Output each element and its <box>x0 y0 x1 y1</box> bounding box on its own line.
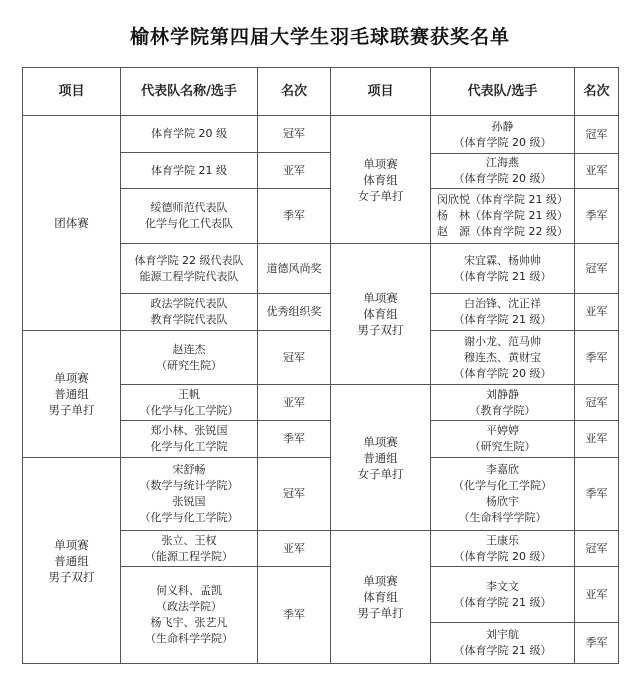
table-row <box>331 531 619 567</box>
team-cell: 何义科、孟凯 （政法学院） 杨飞宇、张艺凡 （生命科学学院） <box>121 567 258 664</box>
rank-cell: 亚军 <box>575 421 619 458</box>
header-team: 代表队/选手 <box>431 68 575 116</box>
header-team: 代表队名称/选手 <box>121 68 258 116</box>
team-cell: 政法学院代表队 教育学院代表队 <box>121 294 258 331</box>
rank-cell: 亚军 <box>258 385 331 421</box>
table-row <box>331 385 619 421</box>
rank-cell: 季军 <box>258 421 331 458</box>
rank-cell: 亚军 <box>575 294 619 331</box>
team-cell: 体育学院 20 级 <box>121 116 258 153</box>
header-rank: 名次 <box>575 68 619 116</box>
team-cell: 赵连杰 （研究生院） <box>121 331 258 385</box>
rank-cell: 季军 <box>575 331 619 385</box>
rank-cell: 季军 <box>575 623 619 664</box>
rank-cell: 亚军 <box>258 153 331 189</box>
rank-cell: 冠军 <box>575 531 619 567</box>
header-row <box>331 68 619 116</box>
header-event: 项目 <box>23 68 121 116</box>
team-cell: 李嘉欣 （化学与化工学院） 杨欣宇 （生命科学学院） <box>431 458 575 531</box>
team-cell: 郑小林、张锐国 化学与化工学院 <box>121 421 258 458</box>
table-row <box>23 458 331 531</box>
rank-cell: 道德风尚奖 <box>258 244 331 294</box>
awards-table-left <box>22 67 331 664</box>
rank-cell: 季军 <box>575 189 619 244</box>
team-cell: 闵欣悦（体育学院 21 级） 杨 林（体育学院 21 级） 赵 源（体育学院 22 级） <box>431 189 575 244</box>
table-row <box>23 116 331 153</box>
document-title: 榆林学院第四届大学生羽毛球联赛获奖名单 <box>129 26 510 48</box>
awards-table-right <box>330 67 619 664</box>
rank-cell: 冠军 <box>575 244 619 294</box>
team-cell: 体育学院 22 级代表队 能源工程学院代表队 <box>121 244 258 294</box>
team-cell: 刘静静 （教育学院） <box>431 385 575 421</box>
table-row <box>23 331 331 385</box>
team-cell: 谢小龙、范马帅 穆连杰、黄财宝 （体育学院 20 级） <box>431 331 575 385</box>
rank-cell: 季军 <box>575 458 619 531</box>
team-cell: 王帆 （化学与化工学院） <box>121 385 258 421</box>
team-cell: 宋舒畅 （数学与统计学院） 张锐国 （化学与化工学院） <box>121 458 258 531</box>
rank-cell: 亚军 <box>575 567 619 623</box>
rank-cell: 冠军 <box>258 116 331 153</box>
table-row <box>331 116 619 154</box>
team-cell: 张立、王权 （能源工程学院） <box>121 531 258 567</box>
event-cell: 团体赛 <box>23 116 121 331</box>
team-cell: 刘宇航 （体育学院 21 级） <box>431 623 575 664</box>
rank-cell: 冠军 <box>258 331 331 385</box>
rank-cell: 亚军 <box>258 531 331 567</box>
event-cell: 单项赛 体育组 男子单打 <box>331 531 431 664</box>
rank-cell: 冠军 <box>575 385 619 421</box>
event-cell: 单项赛 体育组 男子双打 <box>331 244 431 385</box>
rank-cell: 季军 <box>258 189 331 244</box>
rank-cell: 季军 <box>258 567 331 664</box>
team-cell: 李文文 （体育学院 21 级） <box>431 567 575 623</box>
header-rank: 名次 <box>258 68 331 116</box>
team-cell: 绥德师范代表队 化学与化工代表队 <box>121 189 258 244</box>
table-row <box>331 244 619 294</box>
rank-cell: 冠军 <box>258 458 331 531</box>
team-cell: 白治锋、沈正祥 （体育学院 21 级） <box>431 294 575 331</box>
rank-cell: 优秀组织奖 <box>258 294 331 331</box>
event-cell: 单项赛 普通组 男子双打 <box>23 458 121 664</box>
team-cell: 宋宜霖、杨帅帅 （体育学院 21 级） <box>431 244 575 294</box>
event-cell: 单项赛 体育组 女子单打 <box>331 116 431 244</box>
team-cell: 体育学院 21 级 <box>121 153 258 189</box>
event-cell: 单项赛 普通组 男子单打 <box>23 331 121 458</box>
rank-cell: 冠军 <box>575 116 619 154</box>
header-row <box>23 68 331 116</box>
team-cell: 孙静 （体育学院 20 级） <box>431 116 575 154</box>
event-cell: 单项赛 普通组 女子单打 <box>331 385 431 531</box>
rank-cell: 亚军 <box>575 154 619 189</box>
header-event: 项目 <box>331 68 431 116</box>
team-cell: 王康乐 （体育学院 20 级） <box>431 531 575 567</box>
team-cell: 平婷婷 （研究生院） <box>431 421 575 458</box>
team-cell: 江海燕 （体育学院 20 级） <box>431 154 575 189</box>
